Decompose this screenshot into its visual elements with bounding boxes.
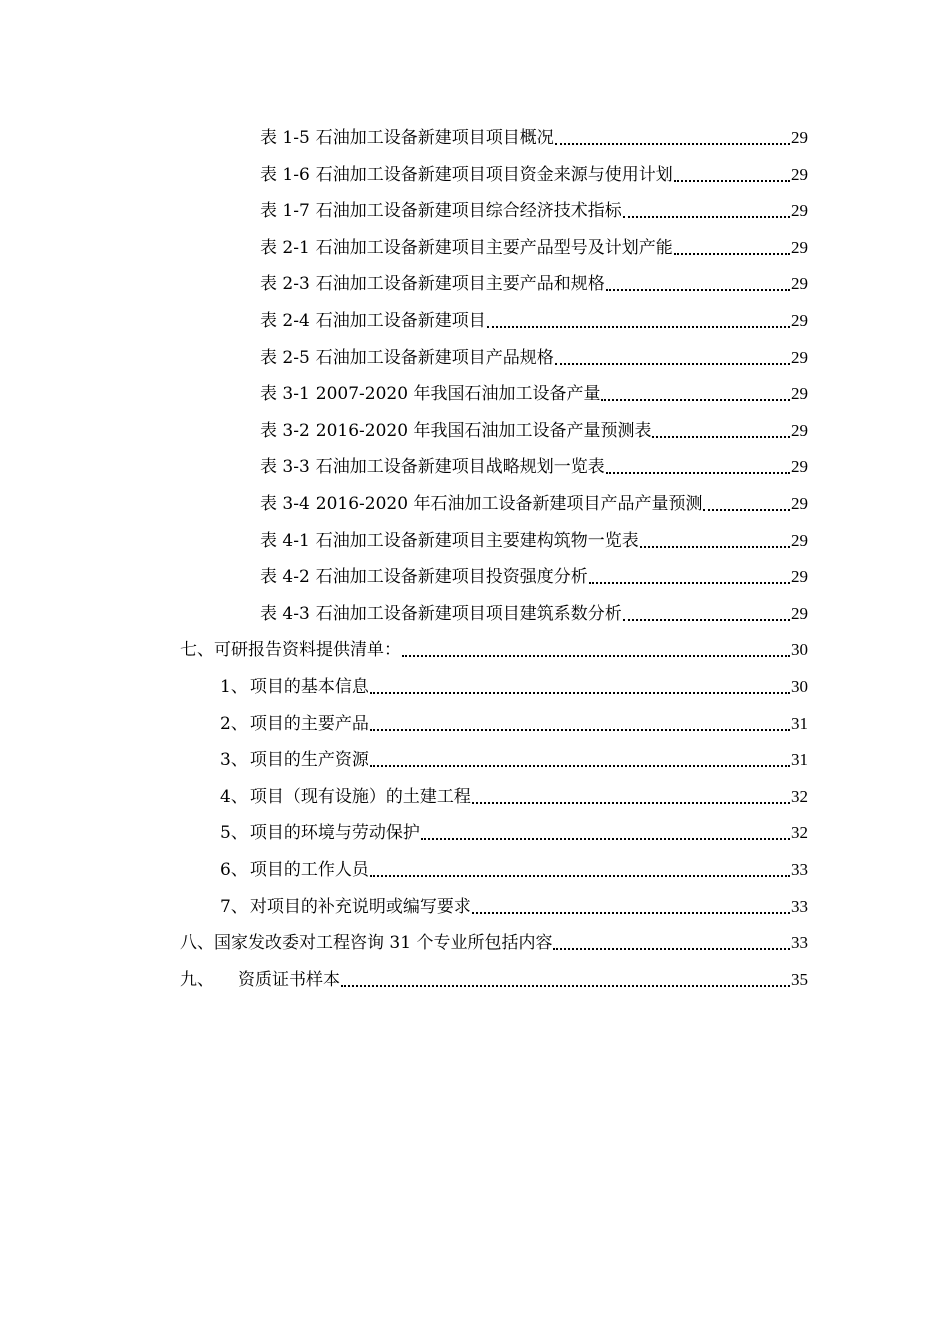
- toc-entry-number: 表 1-6: [260, 164, 310, 185]
- toc-page-number: 31: [791, 750, 808, 770]
- toc-page-number: 29: [791, 311, 808, 330]
- toc-entry-title: [260, 488, 702, 520]
- toc-entry-number: 表 1-5: [260, 128, 310, 148]
- toc-page-number: 33: [791, 896, 808, 916]
- toc-dot-leader: [472, 782, 790, 804]
- toc-entry-number: 表 1-7: [260, 201, 310, 222]
- toc-page-number: 30: [791, 640, 808, 660]
- toc-dot-leader: [370, 709, 790, 731]
- toc-entry-number: 表 2-3: [260, 274, 310, 295]
- toc-entry-text: 项目（现有设施）的土建工程: [249, 786, 471, 807]
- toc-entry-text: 可研报告资料提供清单：: [214, 640, 401, 661]
- toc-page-number: 29: [791, 494, 808, 513]
- toc-page-number: 30: [791, 677, 808, 696]
- toc-entry-number: 八、: [180, 933, 214, 954]
- toc-entry-number: 5、: [220, 823, 248, 844]
- toc-entry-text: 石油加工设备新建项目: [315, 311, 486, 331]
- toc-entry-title: [220, 708, 369, 740]
- toc-entry[interactable]: [220, 817, 808, 849]
- toc-entry-title: [260, 195, 622, 227]
- toc-entry[interactable]: [260, 305, 808, 337]
- toc-entry-title: [180, 964, 340, 996]
- toc-page-number: 33: [791, 860, 808, 879]
- toc-dot-leader: [341, 965, 790, 987]
- toc-page-number: 31: [791, 713, 808, 733]
- toc-dot-leader: [402, 635, 790, 657]
- toc-dot-leader: [640, 526, 790, 548]
- toc-dot-leader: [652, 416, 790, 438]
- toc-entry-number: 2、: [220, 713, 248, 734]
- toc-entry-number: 表 4-1: [260, 530, 310, 551]
- toc-dot-leader: [370, 672, 790, 694]
- toc-dot-leader: [555, 123, 790, 145]
- toc-entry-number: 表 3-4: [260, 494, 310, 514]
- toc-entry-number: 表 2-5: [260, 347, 310, 368]
- toc-entry[interactable]: [260, 451, 808, 483]
- toc-entry[interactable]: [260, 488, 808, 520]
- toc-entry-text: 项目的工作人员: [249, 860, 369, 880]
- toc-entry[interactable]: [220, 781, 808, 813]
- toc-entry[interactable]: [220, 744, 808, 776]
- toc-entry-number: 表 2-1: [260, 237, 310, 258]
- toc-entry-text: 石油加工设备新建项目项目资金来源与使用计划: [315, 164, 673, 185]
- toc-entry-number: 表 3-2: [260, 420, 310, 441]
- toc-page-number: 29: [791, 420, 808, 440]
- toc-page-number: 29: [791, 164, 808, 184]
- toc-page-number: 29: [791, 384, 808, 404]
- toc-entry-text: 石油加工设备新建项目主要建构筑物一览表: [315, 530, 639, 551]
- toc-entry-text: 石油加工设备新建项目产品规格: [315, 347, 554, 368]
- toc-entry[interactable]: [220, 891, 808, 923]
- toc-entry-title: [260, 159, 673, 191]
- toc-entry-title: [260, 525, 639, 557]
- toc-dot-leader: [421, 818, 790, 840]
- toc-dot-leader: [623, 196, 790, 218]
- toc-page-number: 32: [791, 786, 808, 806]
- toc-entry-number: 表 4-2: [260, 567, 310, 588]
- toc-entry[interactable]: [180, 964, 808, 996]
- toc-entry[interactable]: [260, 195, 808, 227]
- toc-entry-title: [220, 671, 369, 703]
- toc-entry-text: 资质证书样本: [238, 969, 340, 990]
- toc-entry-title: [260, 342, 554, 374]
- toc-entry[interactable]: [260, 525, 808, 557]
- toc-page-number: 29: [791, 274, 808, 294]
- toc-entry-title: [220, 854, 369, 886]
- toc-entry-text: 项目的生产资源: [249, 750, 369, 771]
- toc-entry-text: 2016-2020 年石油加工设备新建项目产品产量预测: [315, 494, 703, 514]
- toc-dot-leader: [674, 160, 790, 182]
- toc-entry-title: [260, 598, 622, 630]
- toc-entry[interactable]: [260, 378, 808, 410]
- toc-dot-leader: [606, 269, 790, 291]
- toc-entry[interactable]: [180, 927, 808, 959]
- toc-entry-text: 石油加工设备新建项目综合经济技术指标: [315, 201, 622, 222]
- toc-dot-leader: [703, 489, 790, 511]
- toc-entry[interactable]: [260, 232, 808, 264]
- toc-dot-leader: [601, 379, 790, 401]
- toc-entry-text: 石油加工设备新建项目项目概况: [315, 128, 554, 148]
- toc-entry-text: 国家发改委对工程咨询 31 个专业所包括内容: [214, 933, 553, 954]
- toc-entry-text: 项目的主要产品: [249, 713, 369, 734]
- toc-entry-title: [220, 781, 471, 813]
- toc-entry[interactable]: [260, 561, 808, 593]
- toc-entry-number: 3、: [220, 750, 248, 771]
- toc-entry-title: [180, 927, 552, 959]
- toc-page-number: 29: [791, 347, 808, 367]
- toc-entry-title: [260, 122, 554, 154]
- toc-entry[interactable]: [220, 708, 808, 740]
- toc-dot-leader: [370, 745, 790, 767]
- toc-dot-leader: [553, 928, 790, 950]
- toc-page-number: 29: [791, 603, 808, 623]
- toc-entry-text: 石油加工设备新建项目投资强度分析: [315, 567, 588, 588]
- toc-entry-text: 2007-2020 年我国石油加工设备产量: [315, 384, 601, 405]
- toc-page-number: 29: [791, 530, 808, 550]
- toc-page-number: 29: [791, 128, 808, 147]
- toc-entry-number: 七、: [180, 640, 214, 661]
- toc-entry-text: 石油加工设备新建项目主要产品型号及计划产能: [315, 237, 673, 258]
- toc-entry[interactable]: [260, 159, 808, 191]
- toc-entry-text: 对项目的补充说明或编写要求: [249, 896, 471, 917]
- toc-entry-text: 项目的环境与劳动保护: [249, 823, 420, 844]
- toc-entry-number: 表 3-3: [260, 457, 310, 478]
- toc-entry-title: [260, 305, 486, 337]
- toc-entry-title: [260, 232, 673, 264]
- toc-entry-title: [260, 451, 605, 483]
- toc-page-number: 29: [791, 567, 808, 587]
- toc-entry-number: 4、: [220, 786, 248, 807]
- toc-page-number: 29: [791, 237, 808, 257]
- toc-entry-text: 项目的基本信息: [249, 677, 369, 697]
- toc-entry-title: [220, 744, 369, 776]
- toc-entry-number: 7、: [220, 896, 248, 917]
- toc-page-number: 33: [791, 933, 808, 953]
- toc-dot-leader: [674, 233, 790, 255]
- toc-entry-number: 表 2-4: [260, 311, 310, 331]
- toc-entry-title: [260, 561, 588, 593]
- toc-page-number: 32: [791, 823, 808, 843]
- toc-entry-number: 6、: [220, 860, 248, 880]
- toc-entry[interactable]: [260, 415, 808, 447]
- toc-entry-text: 2016-2020 年我国石油加工设备产量预测表: [315, 420, 652, 441]
- toc-entry-title: [220, 817, 420, 849]
- toc-entry[interactable]: [260, 342, 808, 374]
- toc-entry-title: [220, 891, 471, 923]
- toc-entry-number: 九、: [180, 969, 214, 990]
- toc-dot-leader: [589, 562, 790, 584]
- toc-entry-number: 1、: [220, 677, 248, 697]
- toc-page-number: 35: [791, 969, 808, 989]
- toc-entry[interactable]: [260, 122, 808, 154]
- toc-entry-title: [180, 634, 401, 666]
- toc-entry[interactable]: [180, 634, 808, 666]
- toc-entry-text: 石油加工设备新建项目战略规划一览表: [315, 457, 605, 478]
- toc-entry-title: [260, 378, 600, 410]
- toc-entry-text: 石油加工设备新建项目主要产品和规格: [315, 274, 605, 295]
- toc-entry[interactable]: [260, 268, 808, 300]
- toc-entry[interactable]: [260, 598, 808, 630]
- toc-entry-number: 表 4-3: [260, 603, 310, 624]
- toc-entry-title: [260, 415, 651, 447]
- toc-entry-number: 表 3-1: [260, 384, 310, 405]
- toc-page-number: 29: [791, 457, 808, 477]
- toc-entry-text: 石油加工设备新建项目项目建筑系数分析: [315, 603, 622, 624]
- toc-page-number: 29: [791, 201, 808, 221]
- toc-entry[interactable]: [220, 854, 808, 886]
- toc-dot-leader: [472, 892, 790, 914]
- toc-dot-leader: [555, 343, 790, 365]
- toc-entry[interactable]: [220, 671, 808, 703]
- toc-dot-leader: [606, 452, 790, 474]
- toc-dot-leader: [487, 306, 790, 328]
- toc-dot-leader: [370, 855, 790, 877]
- toc-entry-title: [260, 268, 605, 300]
- toc-dot-leader: [623, 599, 790, 621]
